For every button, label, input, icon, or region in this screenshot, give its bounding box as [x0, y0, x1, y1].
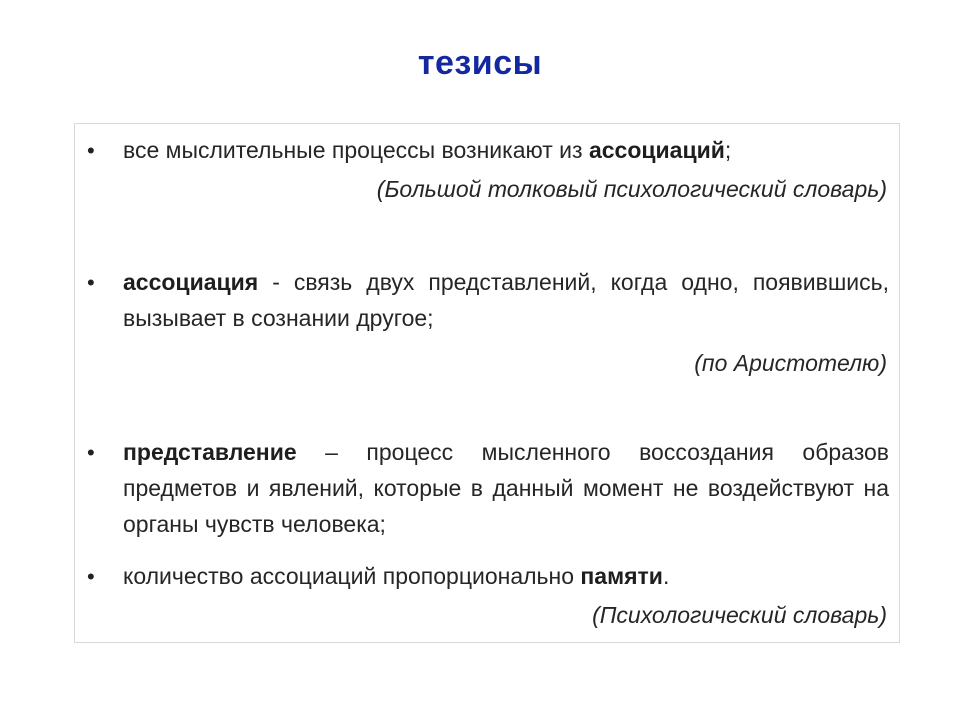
thesis-1-bold-term: ассоциаций	[588, 137, 725, 163]
bullet-point-icon: •	[87, 440, 95, 465]
thesis-1-source: (Большой толковый психологический словарь)	[376, 176, 887, 202]
thesis-4-bold-term: памяти	[580, 563, 663, 589]
thesis-4-source: (Психологический словарь)	[592, 602, 887, 628]
thesis-2-after: - связь двух представлений, когда одно, появившись, вызывает в сознании другое;	[123, 269, 889, 331]
thesis-2-text	[123, 264, 889, 336]
bullet-point-icon: •	[87, 138, 95, 163]
bullet-point-icon: •	[87, 564, 95, 589]
theses-content-box	[74, 123, 900, 643]
thesis-2-source: (по Аристотелю)	[694, 350, 887, 376]
thesis-4-after: .	[662, 563, 670, 589]
bullet-point-icon: •	[87, 270, 95, 295]
thesis-3-bold-term: представление	[123, 439, 297, 465]
thesis-2-bold-term: ассоциация	[123, 269, 259, 295]
thesis-4-before: количество ассоциаций пропорционально	[123, 563, 581, 589]
thesis-1-before: все мыслительные процессы возникают из	[123, 137, 589, 163]
thesis-1-after: ;	[724, 137, 732, 163]
slide-title: тезисы	[417, 44, 543, 82]
thesis-1-text	[123, 132, 889, 168]
thesis-4-text	[123, 558, 889, 594]
thesis-3-text	[123, 434, 889, 542]
thesis-3-after: – процесс мысленного воссоздания образов предметов и явлений, которые в данный момент не воздействуют на органы чувств человека;	[123, 439, 889, 537]
